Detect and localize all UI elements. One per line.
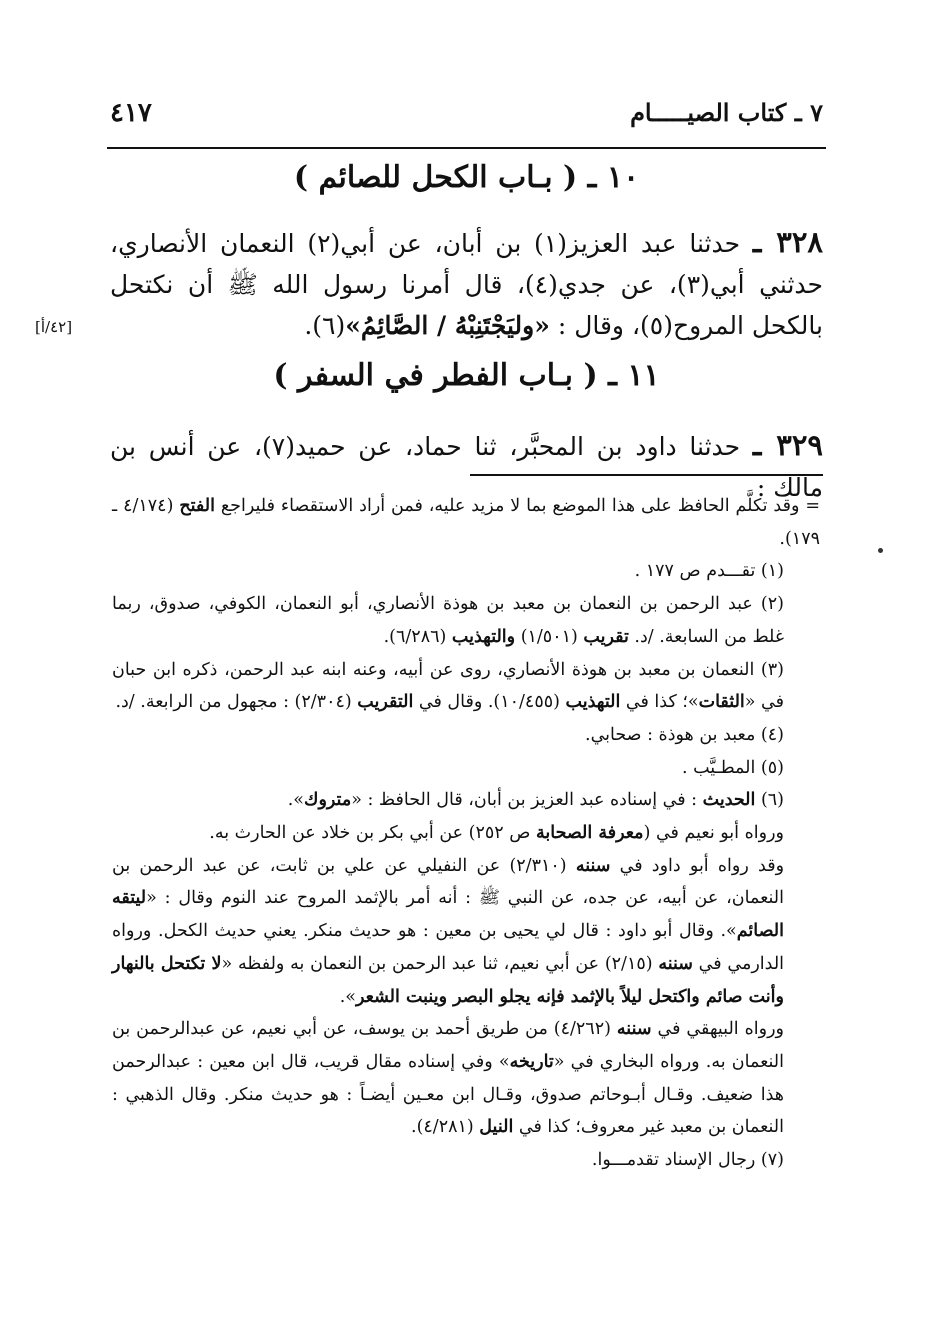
footnote-6-abu-dawud: وقد رواه أبو داود في سننه (٢/٣١٠) عن النفيلي عن علي بن ثابت، عن عبد الرحمن بن النعمان، عن أبيه، عن جده، عن النبي ﷺ : أنه أمر بالإثمد المروح عند النوم وقال : «ليتقه الصائم». وقال أبو داود : قال لي يحيى بن معين : هو حديث منكر. يعني حديث الكحل. ورواه الدارمي في سننه (٢/١٥) عن أبي نعيم، ثنا عبد الرحمن بن النعمان به ولفظه «لا تكتحل بالنهار وأنت صائم واكتحل ليلاً بالإثمد فإنه يجلو البصر وينبت الشعر».: [112, 855, 785, 1007]
hadith-text: حدثنا داود بن المحبَّر، ثنا حماد، عن حميد(٧)، عن أنس بن مالك :: [110, 432, 823, 502]
footnote-3: (٣) النعمان بن معبد بن هوذة الأنصاري، روى عن أبيه، وعنه ابنه عبد الرحمن، ذكره ابن حبان في «الثقات»؛ كذا في التهذيب (١٠/٤٥٥). وقال في التقريب (٢/٣٠٤) : مجهول من الرابعة. /د.: [112, 659, 784, 713]
section-heading-10: ١٠ ـ ( بـاب الكحل للصائم ): [293, 160, 640, 195]
running-header: [110, 96, 823, 136]
footnote-7: (٧) رجال الإسناد تقدمـــوا.: [591, 1150, 784, 1171]
footnotes: [112, 490, 820, 1177]
footnote-4: (٤) معبد بن هوذة : صحابي.: [585, 724, 784, 745]
hadith-number: ٣٢٨ ـ: [752, 225, 824, 259]
hadith-text: حدثنا عبد العزيز(١) بن أبان، عن أبي(٢) النعمان الأنصاري، حدثني أبي(٣)، عن جدي(٤)، قال أمرنا رسول الله ﷺ أن نكتحل بالكحل المروح(٥)، وقال :: [110, 229, 823, 340]
scan-speck: [878, 548, 883, 553]
hadith-text-end: (٦).: [304, 311, 346, 340]
footnote-1: (١) تقـــدم ص ١٧٧ .: [634, 561, 784, 582]
footnote-rule: [470, 474, 823, 476]
footnote-2: (٢) عبد الرحمن بن النعمان بن معبد بن هوذة الأنصاري، أبو النعمان، الكوفي، صدوق، ربما غلط من السابعة. /د. تقريب (١/٥٠١) والتهذيب (٦/٢٨٦).: [112, 594, 784, 647]
chapter-title: ٧ ـ كتاب الصيـــــام: [630, 98, 823, 127]
footnote-6-abu-nuaym: ورواه أبو نعيم في (معرفة الصحابة ص ٢٥٢) عن أبي بكر بن خلاد عن الحارث به.: [209, 823, 784, 844]
hadith-quote: «وليَجْتَنِبْهُ / الصَّائِمُ»: [345, 311, 550, 340]
page-number: ٤١٧: [110, 98, 152, 128]
footnote-continuation: = وقد تكلَّم الحافظ على هذا الموضع بما لا مزيد عليه، فمن أراد الاستقصاء فليراجع الفتح (٤/١٧٤ ـ ١٧٩).: [112, 496, 820, 549]
hadith-number: ٣٢٩ ـ: [752, 428, 823, 462]
margin-folio-reference: [٤٢/أ]: [35, 318, 73, 336]
footnote-6-bayhaqi: ورواه البيهقي في سننه (٤/٢٦٢) من طريق أحمد بن يوسف، عن أبي نعيم، عن عبدالرحمن بن النعمان به. ورواه البخاري في «تاريخه» وفي إسناده مقال قريب، قال ابن معين : عبدالرحمن هذا ضعيف. وقـال أبـوحاتم صدوق، وقـال ابن معـين أيضـاً : هو حديث منكر. وقال الذهبي : النعمان بن معبد غير معروف؛ كذا في النيل (٤/٢٨١).: [112, 1019, 784, 1138]
section-heading-11: ١١ ـ ( بـاب الفطر في السفر ): [273, 358, 660, 393]
header-rule: [107, 147, 826, 149]
footnote-6: (٦) الحديث : في إسناده عبد العزيز بن أبان، قال الحافظ : «متروك».: [287, 790, 784, 811]
hadith-328: [110, 222, 823, 346]
footnote-5: (٥) المطـيَّب .: [681, 757, 784, 778]
